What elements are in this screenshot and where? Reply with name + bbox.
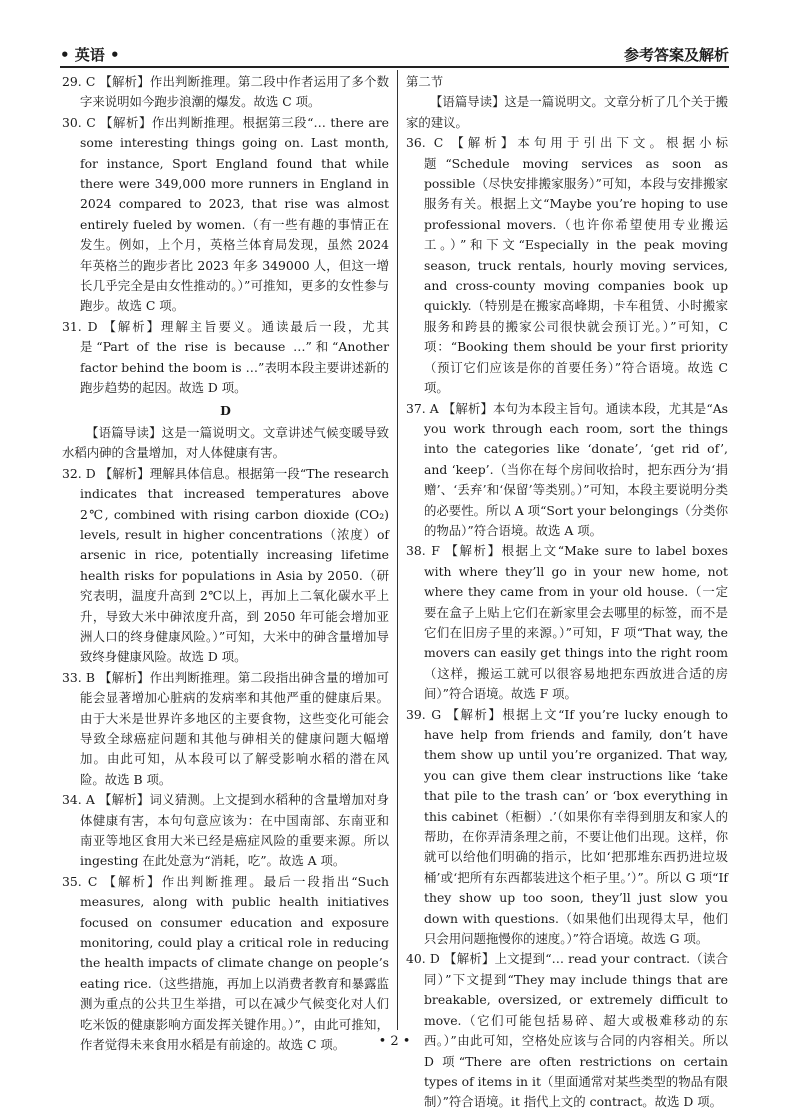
- answer-item-37: 37. A 【解析】本句为本段主旨句。通读本段，尤其是“As you work through each room, sort the things into the categories like ‘donate’, ‘get rid of’, and ‘keep’.（当你在每个房间收拾时，把东西分为‘捐赠’、‘丢弃’和‘保留’等类别。）”可知，本段主要说明分类的必要性。所以 A 项“Sort your belongings（分类你的物品）”符合语境。故选 A 项。: [406, 400, 728, 538]
- answer-item-39: 39. G 【解析】根据上文“If you’re lucky enough to have help from friends and family, don’t have them show up until you’re organized. That way, you can give them clear instructions like ‘take that pile to the trash can’ or ‘box everything in this cabinet（柜橱）.’（如果你有幸得到朋友和家人的帮助，在你弄清条理之前，不要让他们出现。这样，你就可以给他们明确的指示，比如‘把那堆东西扔进垃圾桶’或‘把所有东西都装进这个柜子里。’）”。所以 G 项“If they show up too soon, they’ll just slow you down with questions.（如果他们出现得太早，他们只会用问题拖慢你的速度。）”符合语境。故选 G 项。: [406, 706, 728, 947]
- answer-item-32: 32. D 【解析】理解具体信息。根据第一段“The research indicates that increased temperatures above 2℃, combined with rising carbon dioxide (CO₂) levels, result in higher concentrations（浓度）of arsenic in rice, potentially increasing lifetime health risks for populations in Asia by 2050.（研究表明，温度升高到 2℃以上，再加上二氧化碳水平上升，导致大米中砷浓度升高，到 2050 年可能会增加亚洲人口的终身健康风险。）”可知，大米中的砷含量增加导致终身健康风险。故选 D 项。: [62, 465, 389, 665]
- answer-item-34: 34. A 【解析】词义猜测。上文提到水稻种的含量增加对身体健康有害，本句句意应该为：在中国南部、东南亚和南亚等地区食用大米已经是癌症风险的重要来源。所以 ingesting 在此处意为“消耗，吃”。故选 A 项。: [62, 792, 389, 869]
- page-number: • 2 •: [378, 1034, 411, 1049]
- passage-guide: 【语篇导读】这是一篇说明文。文章讲述气候变暖导致水稻内砷的含量增加，对人体健康有害。: [62, 424, 389, 461]
- right-column: [406, 72, 728, 1113]
- page-header: [60, 44, 729, 68]
- answer-item-40: 40. D 【解析】上文提到“… read your contract.（读合同）”下文提到“They may include things that are breakable, oversized, or extremely difficult to move.（它们可能包括易碎、超大或极难移动的东西。）”由此可知，空格处应该与合同的内容相关。所以 D 项“There are often restrictions on certain types of items in it（里面通常对某些类型的物品有限制）”符合语境。it 指代上文的 contract。故选 D 项。: [406, 951, 728, 1110]
- left-column: [62, 72, 389, 1056]
- answer-item-38: 38. F 【解析】根据上文“Make sure to label boxes with where they’ll go in your new home, not where they came from in your old house.（一定要在盒子上贴上它们在新家里会去哪里的标签，而不是它们在旧房子里的来源。）”可知，F 项“That way, the movers can easily get things into the right room（这样，搬运工就可以很容易地把东西放进合适的房间）”符合语境。故选 F 项。: [406, 543, 728, 702]
- section-heading: 第二节: [406, 74, 444, 89]
- answer-item-31: 31. D 【解析】理解主旨要义。通读最后一段，尤其是“Part of the rise is because …”和“Another factor behind the boom is …”表明本段主要讲述新的跑步趋势的起因。故选 D 项。: [62, 318, 389, 396]
- answer-item-33: 33. B 【解析】作出判断推理。第二段指出砷含量的增加可能会显著增加心脏病的发病率和其他严重的健康后果。由于大米是世界许多地区的主要食物，这些变化可能会导致全球癌症问题和其他与砷相关的健康问题大幅增加。由此可知，从本段可以了解受影响水稻的潜在风险。故选 B 项。: [62, 669, 389, 787]
- column-divider: [397, 70, 398, 1030]
- answer-item-30: 30. C 【解析】作出判断推理。根据第三段“… there are some interesting things going on. Last month, for instance, Sport England found that while there were 349,000 more runners in England in 2024 compared to 2023, that rise was almost entirely fueled by women.（有一些有趣的事情正在发生。例如，上个月，英格兰体育局发现，虽然 2024 年英格兰的跑步者比 2023 年多 349000 人，但这一增长几乎完全是由女性推动的。）”可推知，更多的女性参与跑步。故选 C 项。: [62, 114, 389, 314]
- passage-heading-d: D: [220, 402, 231, 418]
- answer-item-29: 29. C 【解析】作出判断推理。第二段中作者运用了多个数字来说明如今跑步浪潮的爆发。故选 C 项。: [62, 74, 389, 110]
- passage-guide: 【语篇导读】这是一篇说明文。文章分析了几个关于搬家的建议。: [406, 94, 728, 130]
- answer-item-35: 35. C 【解析】作出判断推理。最后一段指出“Such measures, along with public health initiatives focused on consumer education and exposure monitoring, could play a critical role in reducing the health impacts of climate change on people’s eating rice.（这些措施，再加上以消费者教育和暴露监测为重点的公共卫生举措，可以在减少气候变化对人们吃米饭的健康影响方面发挥关键作用。）”，由此可推知，作者觉得未来食用水稻是有前途的。故选 C 项。: [62, 873, 389, 1053]
- subject-label: • 英语 •: [60, 46, 120, 64]
- answer-item-36: 36. C 【解析】本句用于引出下文。根据小标题“Schedule moving services as soon as possible（尽快安排搬家服务）”可知，本段与安排搬家服务有关。根据上文“Maybe you’re hoping to use professional movers.（也许你希望使用专业搬运工。）”和下文“Especially in the peak moving season, truck rentals, hourly moving services, and cross-county moving companies book up quickly.（特别是在搬家高峰期，卡车租赁、小时搬家服务和跨县的搬家公司很快就会预订光。）”可知，C 项：“Booking them should be your first priority（预订它们应该是你的首要任务）”符合语境。故选 C 项。: [406, 135, 728, 396]
- section-title: 参考答案及解析: [623, 46, 729, 64]
